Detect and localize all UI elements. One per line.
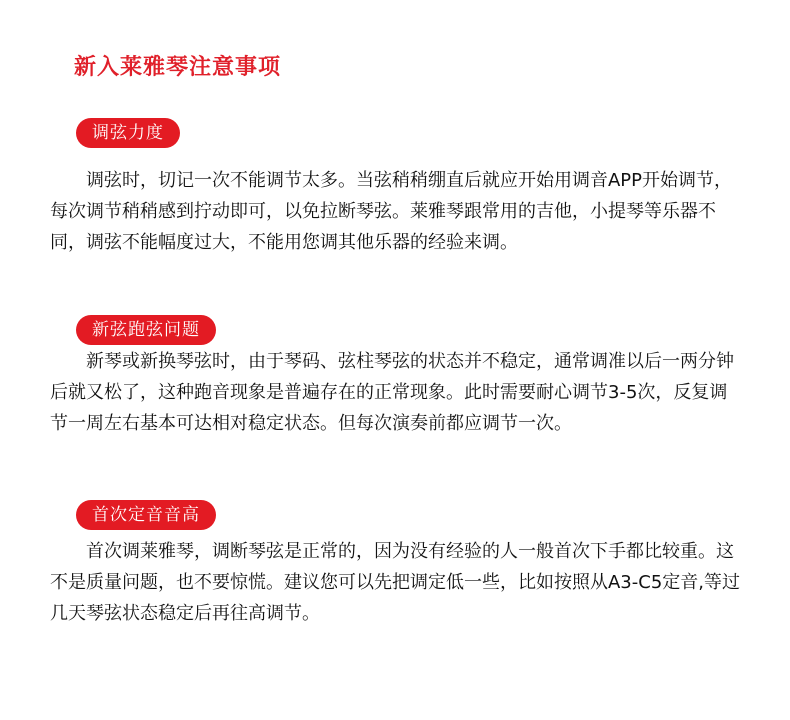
page-title: 新入莱雅琴注意事项 [74,55,282,80]
section-heading-tuning-force: 调弦力度 [76,118,180,148]
section-heading-new-string-drift: 新弦跑弦问题 [76,315,216,345]
section-body-tuning-force: 调弦时，切记一次不能调节太多。当弦稍稍绷直后就应开始用调音APP开始调节，每次调节稍稍感到拧动即可，以免拉断琴弦。莱雅琴跟常用的吉他，小提琴等乐器不同，调弦不能幅度过大，不能用您调其他乐器的经验来调。 [50,170,733,253]
section-body-new-string-drift: 新琴或新换琴弦时，由于琴码、弦柱琴弦的状态并不稳定，通常调准以后一两分钟后就又松了，这种跑音现象是普遍存在的正常现象。此时需要耐心调节3-5次，反复调节一周左右基本可达相对稳定状态。但每次演奏前都应调节一次。 [50,351,734,434]
section-heading-first-pitch: 首次定音音高 [76,500,216,530]
section-body-first-pitch: 首次调莱雅琴，调断琴弦是正常的，因为没有经验的人一般首次下手都比较重。这不是质量问题，也不要惊慌。建议您可以先把调定低一些，比如按照从A3-C5定音,等过几天琴弦状态稳定后再往高调节。 [50,541,740,624]
